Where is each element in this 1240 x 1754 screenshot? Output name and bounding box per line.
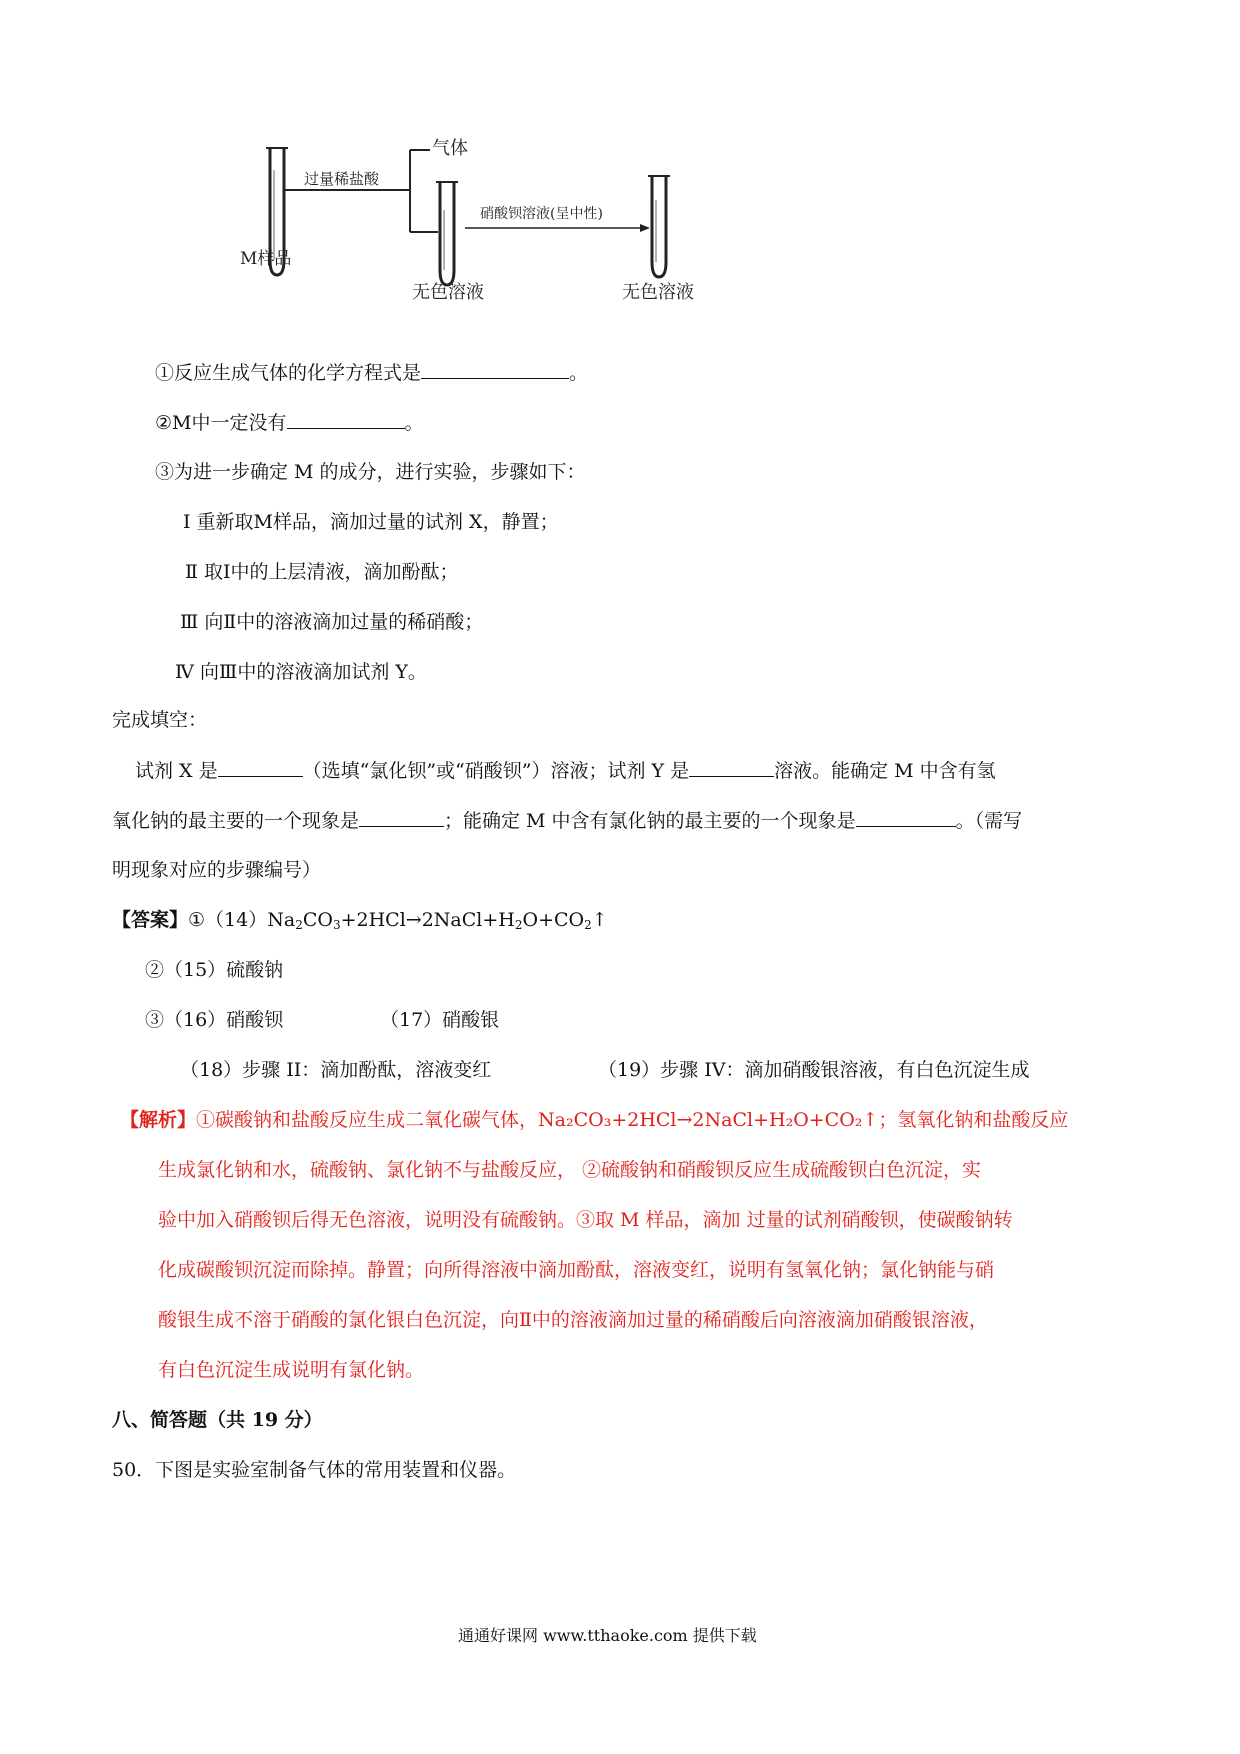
fill-line-1: 试剂 X 是 （选填“氯化钡”或“硝酸钡”）溶液；试剂 Y 是 溶液。能确定 M 中含有氢 xyxy=(135,760,996,782)
fill-line-3: 明现象对应的步骤编号） xyxy=(112,859,322,881)
step-3: Ⅲ 向Ⅱ中的溶液滴加过量的稀硝酸； xyxy=(180,611,484,633)
solution1-label: 无色溶液 xyxy=(412,282,484,303)
arrow-head-icon xyxy=(640,224,650,232)
step-4: Ⅳ 向Ⅲ中的溶液滴加试剂 Y。 xyxy=(175,661,427,683)
blank-q1[interactable] xyxy=(421,360,569,379)
experiment-diagram xyxy=(240,138,820,340)
blank-reagent-x[interactable] xyxy=(218,758,303,777)
step-1: Ⅰ 重新取M样品，滴加过量的试剂 X，静置； xyxy=(183,511,559,533)
solution2-label: 无色溶液 xyxy=(622,282,694,303)
fill-line-2: 氧化钠的最主要的一个现象是 ；能确定 M 中含有氯化钠的最主要的一个现象是 。（需写 xyxy=(112,810,1023,832)
answer-line-1: 【答案】$①(14)Na_2CO_3+2HCl\to 2NaCl+H_2O+CO_2↑$ xyxy=(112,909,608,932)
analysis-line-2: 生成氯化钠和水，硫酸钠、氯化钠不与盐酸反应， ②硫酸钠和硝酸钡反应生成硫酸钡白色沉淀，实 xyxy=(158,1159,982,1181)
analysis-label: 【解析】 xyxy=(120,1109,197,1131)
answer-19: （19）步骤 IV：滴加硝酸银溶液，有白色沉淀生成 xyxy=(598,1059,1030,1081)
answer-16: ③（16）硝酸钡 xyxy=(145,1009,284,1031)
reagent2-label: 硝酸钡溶液(呈中性) xyxy=(480,206,603,222)
analysis-line-1: 【解析】①碳酸钠和盐酸反应生成二氧化碳气体，Na₂CO₃+2HCl→2NaCl+H₂O+CO₂↑；氢氧化钠和盐酸反应 xyxy=(120,1109,1069,1131)
test-tube-solution1 xyxy=(436,182,458,285)
analysis-line-4: 化成碳酸钡沉淀而除掉。静置；向所得溶液中滴加酚酞，溶液变红，说明有氢氧化钠；氯化钠能与硝 xyxy=(158,1259,995,1281)
analysis-line-6: 有白色沉淀生成说明有氯化钠。 xyxy=(158,1359,425,1381)
sample-label: M样品 xyxy=(240,249,292,269)
answer-label: 【答案】 xyxy=(112,909,189,931)
answer-15: ②（15）硫酸钠 xyxy=(145,959,284,981)
blank-naoh-phenomenon[interactable] xyxy=(359,808,444,827)
section8-heading: 八、简答题（共 19 分） xyxy=(112,1409,323,1431)
question-50: 50．下图是实验室制备气体的常用装置和仪器。 xyxy=(112,1459,517,1481)
test-tube-solution2 xyxy=(648,176,670,277)
question-1: ①反应生成气体的化学方程式是 。 xyxy=(155,362,589,384)
analysis-line-5: 酸银生成不溶于硝酸的氯化银白色沉淀，向Ⅱ中的溶液滴加过量的稀硝酸后向溶液滴加硝酸银溶液， xyxy=(158,1309,988,1331)
step-2: Ⅱ 取Ⅰ中的上层清液，滴加酚酞； xyxy=(185,561,459,583)
reagent1-label: 过量稀盐酸 xyxy=(304,170,380,188)
answer-17: （17）硝酸银 xyxy=(380,1009,500,1031)
gas-label: 气体 xyxy=(432,138,468,159)
blank-reagent-y[interactable] xyxy=(689,758,774,777)
question-2: ②M中一定没有 。 xyxy=(155,412,424,434)
fill-heading: 完成填空： xyxy=(112,709,208,731)
question-3: ③为进一步确定 M 的成分，进行实验，步骤如下： xyxy=(155,461,586,483)
blank-nacl-phenomenon[interactable] xyxy=(856,808,956,827)
page-footer[interactable]: 通通好课网 www.tthaoke.com 提供下载 xyxy=(458,1626,757,1645)
answer-18: （18）步骤 II：滴加酚酞，溶液变红 xyxy=(180,1059,492,1081)
blank-q2[interactable] xyxy=(287,410,405,429)
analysis-line-3: 验中加入硝酸钡后得无色溶液，说明没有硫酸钠。③取 M 样品，滴加 过量的试剂硝酸钡，使碳酸钠转 xyxy=(158,1209,1013,1231)
